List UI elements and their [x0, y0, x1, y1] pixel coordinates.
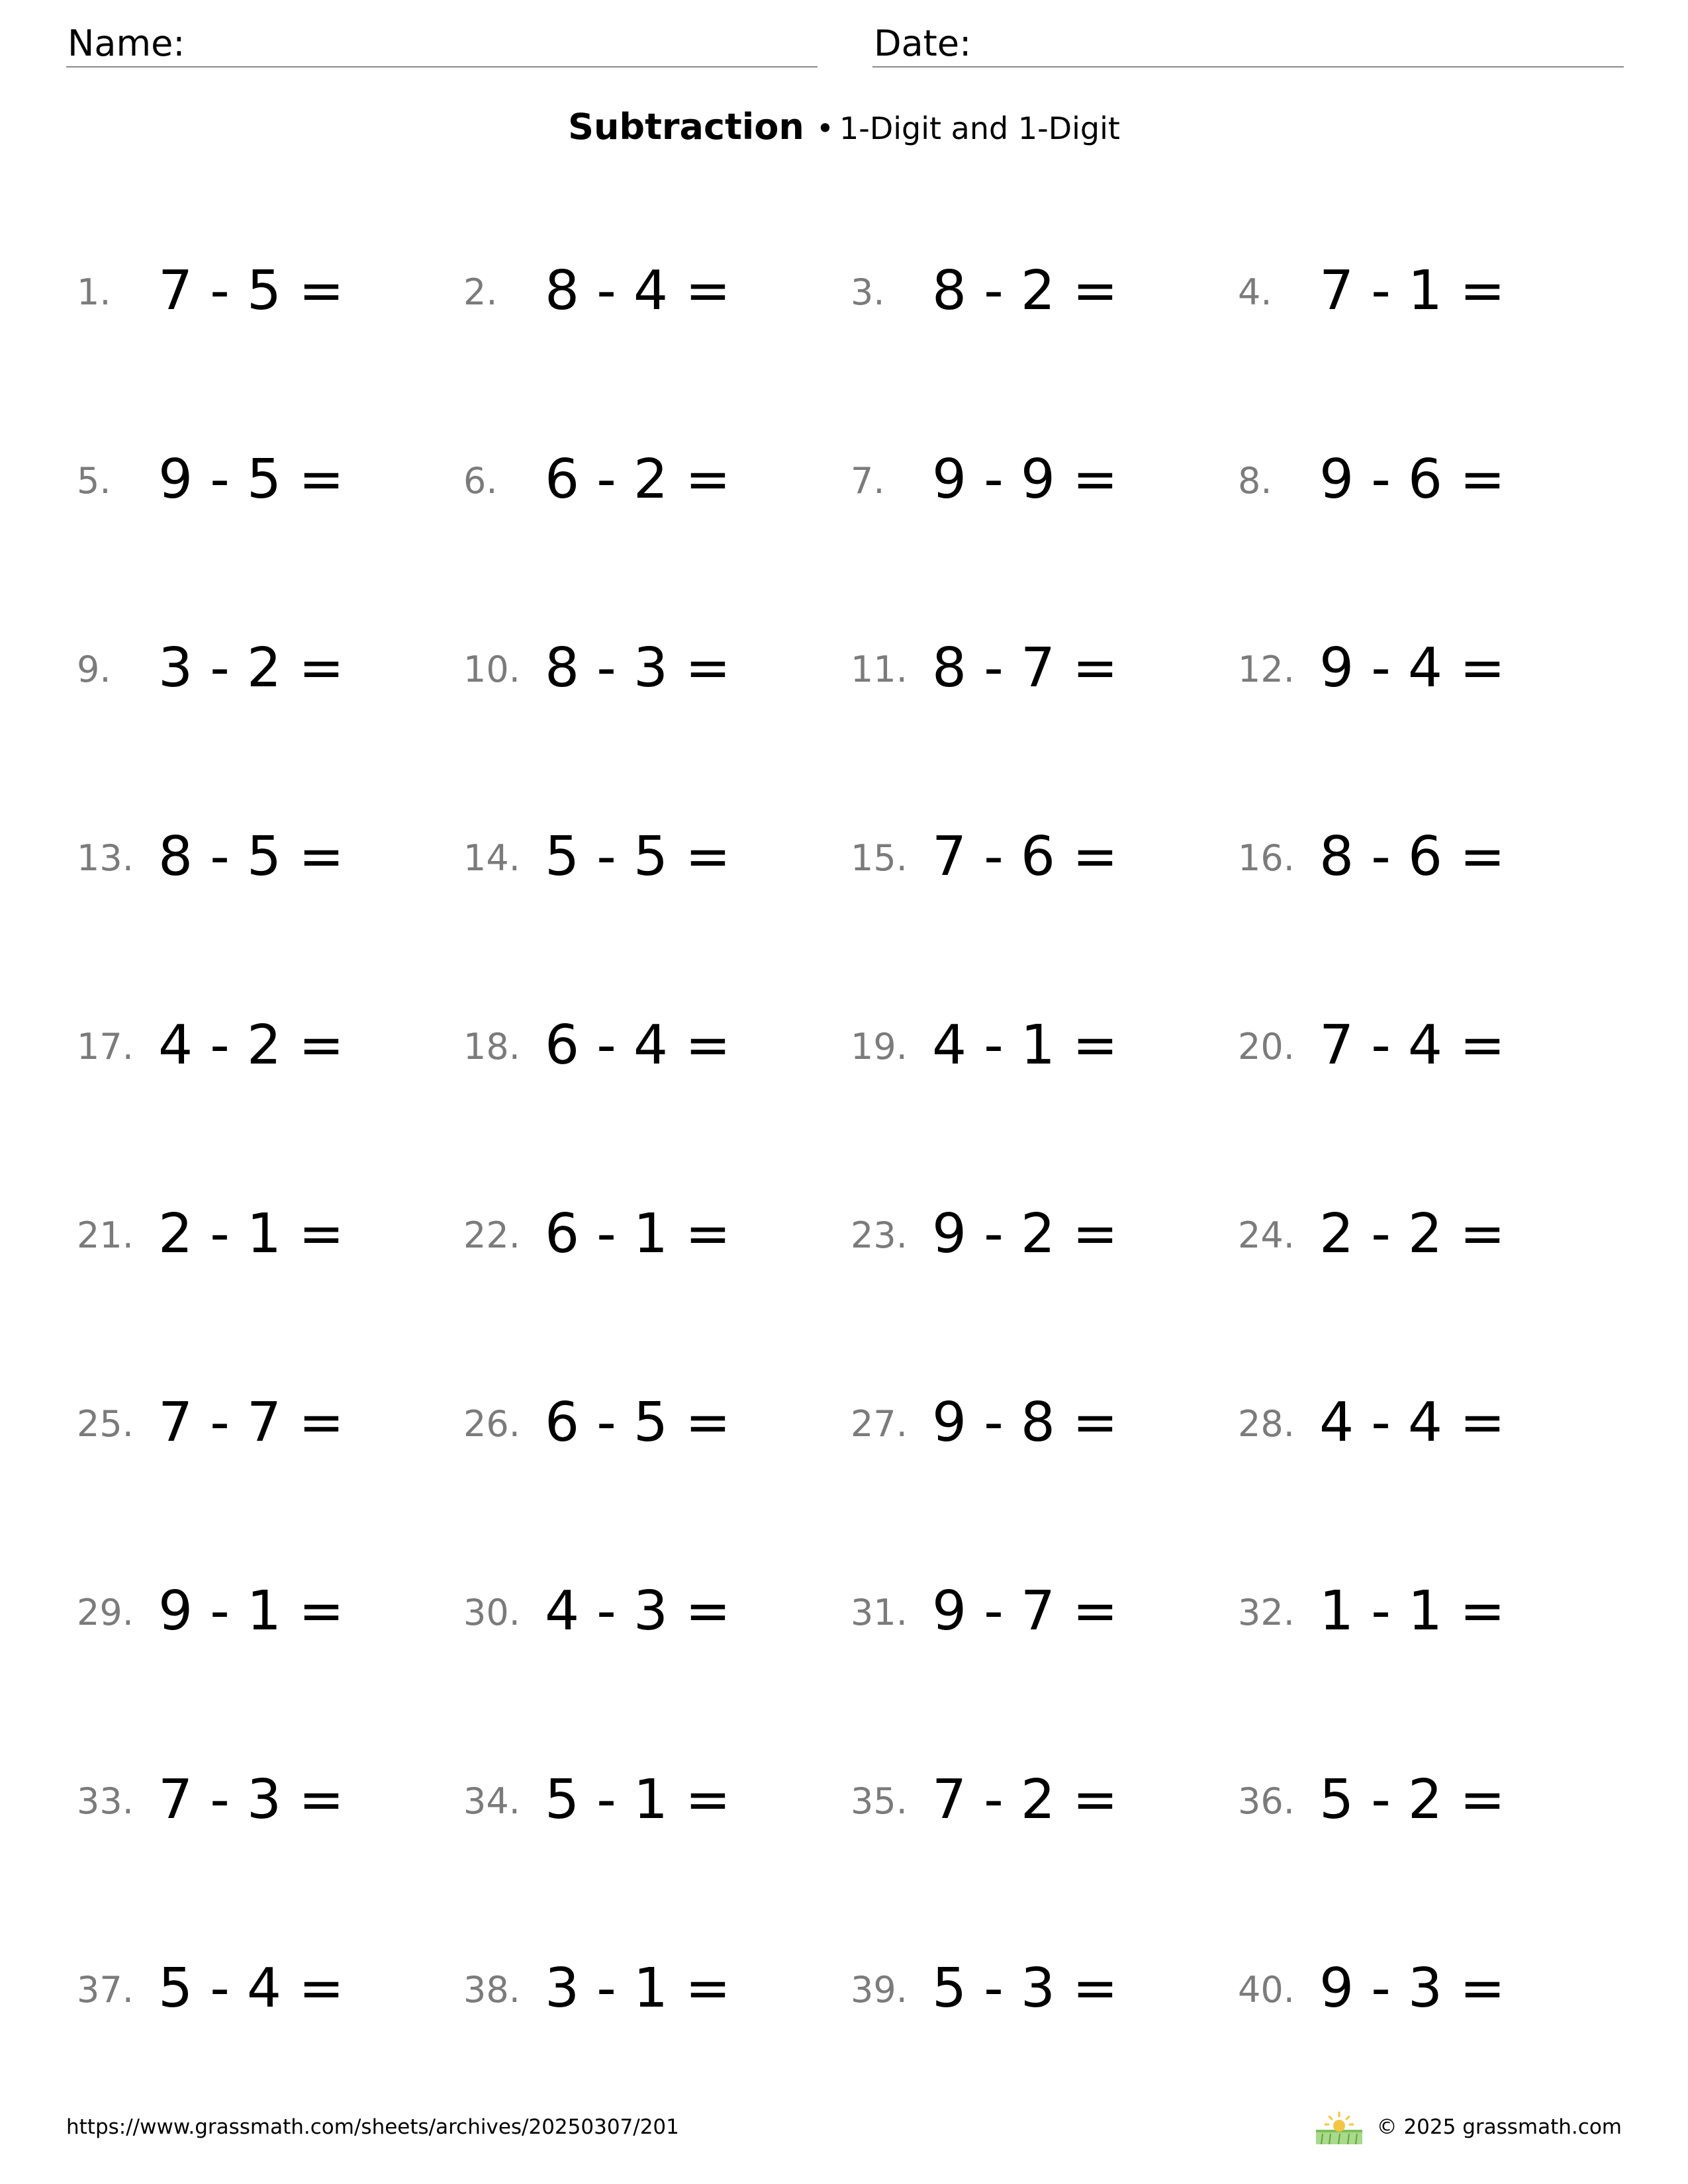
problem-number: 5.: [77, 460, 111, 502]
name-label: Name:: [68, 23, 185, 64]
problem-expression: 9 - 9 =: [932, 448, 1118, 511]
problem-number: 26.: [463, 1403, 520, 1445]
footer-brand: [1316, 2109, 1622, 2146]
problem-expression: 7 - 1 =: [1319, 259, 1505, 322]
problem-number: 40.: [1238, 1969, 1295, 2011]
problem-expression: 9 - 5 =: [158, 448, 344, 511]
problem-number: 35.: [851, 1780, 908, 1822]
problem-number: 14.: [463, 837, 520, 879]
problem-expression: 7 - 5 =: [158, 259, 344, 322]
problem-number: 1.: [77, 271, 111, 313]
problem-number: 28.: [1238, 1403, 1295, 1445]
problem-number: 39.: [851, 1969, 908, 2011]
problem-number: 17.: [77, 1026, 134, 1068]
problem-number: 19.: [851, 1026, 908, 1068]
problem-number: 8.: [1238, 460, 1272, 502]
problem-expression: 5 - 5 =: [545, 825, 731, 888]
problem-number: 3.: [851, 271, 885, 313]
problem-expression: 9 - 1 =: [158, 1580, 344, 1643]
problem-number: 32.: [1238, 1592, 1295, 1633]
problem-number: 4.: [1238, 271, 1272, 313]
problem-number: 34.: [463, 1780, 520, 1822]
date-label: Date:: [874, 23, 972, 64]
problem-number: 20.: [1238, 1026, 1295, 1068]
problem-expression: 8 - 7 =: [932, 637, 1118, 700]
problem-expression: 9 - 3 =: [1319, 1957, 1505, 2020]
problem-number: 2.: [463, 271, 498, 313]
problem-expression: 9 - 4 =: [1319, 637, 1505, 700]
problem-expression: 7 - 2 =: [932, 1768, 1118, 1831]
problem-number: 9.: [77, 649, 111, 690]
grass-sun-logo-icon: [1316, 2110, 1362, 2144]
problem-expression: 2 - 2 =: [1319, 1203, 1505, 1265]
problem-number: 7.: [851, 460, 885, 502]
problem-expression: 5 - 1 =: [545, 1768, 731, 1831]
title-main: Subtraction: [568, 106, 804, 148]
problem-number: 25.: [77, 1403, 134, 1445]
problem-expression: 7 - 3 =: [158, 1768, 344, 1831]
problem-expression: 3 - 2 =: [158, 637, 344, 700]
problem-expression: 8 - 5 =: [158, 825, 344, 888]
problem-number: 38.: [463, 1969, 520, 2011]
problem-expression: 6 - 4 =: [545, 1014, 731, 1077]
problem-expression: 8 - 3 =: [545, 637, 731, 700]
problem-number: 15.: [851, 837, 908, 879]
problem-number: 31.: [851, 1592, 908, 1633]
footer-url[interactable]: https://www.grassmath.com/sheets/archives/20250307/201: [66, 2115, 679, 2139]
problem-number: 16.: [1238, 837, 1295, 879]
problem-number: 36.: [1238, 1780, 1295, 1822]
problem-number: 18.: [463, 1026, 520, 1068]
problem-expression: 9 - 7 =: [932, 1580, 1118, 1643]
problem-expression: 8 - 4 =: [545, 259, 731, 322]
problem-expression: 2 - 1 =: [158, 1203, 344, 1265]
problem-expression: 7 - 7 =: [158, 1391, 344, 1454]
problem-expression: 8 - 2 =: [932, 259, 1118, 322]
problem-number: 13.: [77, 837, 134, 879]
problem-expression: 6 - 2 =: [545, 448, 731, 511]
problem-number: 6.: [463, 460, 498, 502]
problem-expression: 9 - 8 =: [932, 1391, 1118, 1454]
problem-expression: 9 - 2 =: [932, 1203, 1118, 1265]
problem-number: 21.: [77, 1214, 134, 1256]
problem-expression: 6 - 1 =: [545, 1203, 731, 1265]
problem-number: 30.: [463, 1592, 520, 1633]
problem-expression: 1 - 1 =: [1319, 1580, 1505, 1643]
problem-expression: 5 - 4 =: [158, 1957, 344, 2020]
problem-number: 23.: [851, 1214, 908, 1256]
problem-expression: 3 - 1 =: [545, 1957, 731, 2020]
problem-number: 27.: [851, 1403, 908, 1445]
problem-number: 33.: [77, 1780, 134, 1822]
problem-number: 37.: [77, 1969, 134, 2011]
title-subtitle: 1-Digit and 1-Digit: [839, 111, 1120, 146]
problem-number: 10.: [463, 649, 520, 690]
title-separator: •: [816, 111, 834, 146]
problem-number: 12.: [1238, 649, 1295, 690]
problem-expression: 7 - 6 =: [932, 825, 1118, 888]
problem-expression: 5 - 2 =: [1319, 1768, 1505, 1831]
problem-expression: 8 - 6 =: [1319, 825, 1505, 888]
problem-number: 29.: [77, 1592, 134, 1633]
problem-expression: 4 - 3 =: [545, 1580, 731, 1643]
problem-expression: 4 - 4 =: [1319, 1391, 1505, 1454]
problem-expression: 5 - 3 =: [932, 1957, 1118, 2020]
problem-expression: 9 - 6 =: [1319, 448, 1505, 511]
problem-number: 22.: [463, 1214, 520, 1256]
problem-number: 11.: [851, 649, 908, 690]
problem-number: 24.: [1238, 1214, 1295, 1256]
problem-expression: 6 - 5 =: [545, 1391, 731, 1454]
footer-copyright: © 2025 grassmath.com: [1376, 2115, 1622, 2139]
problem-expression: 4 - 2 =: [158, 1014, 344, 1077]
problem-expression: 4 - 1 =: [932, 1014, 1118, 1077]
problem-expression: 7 - 4 =: [1319, 1014, 1505, 1077]
